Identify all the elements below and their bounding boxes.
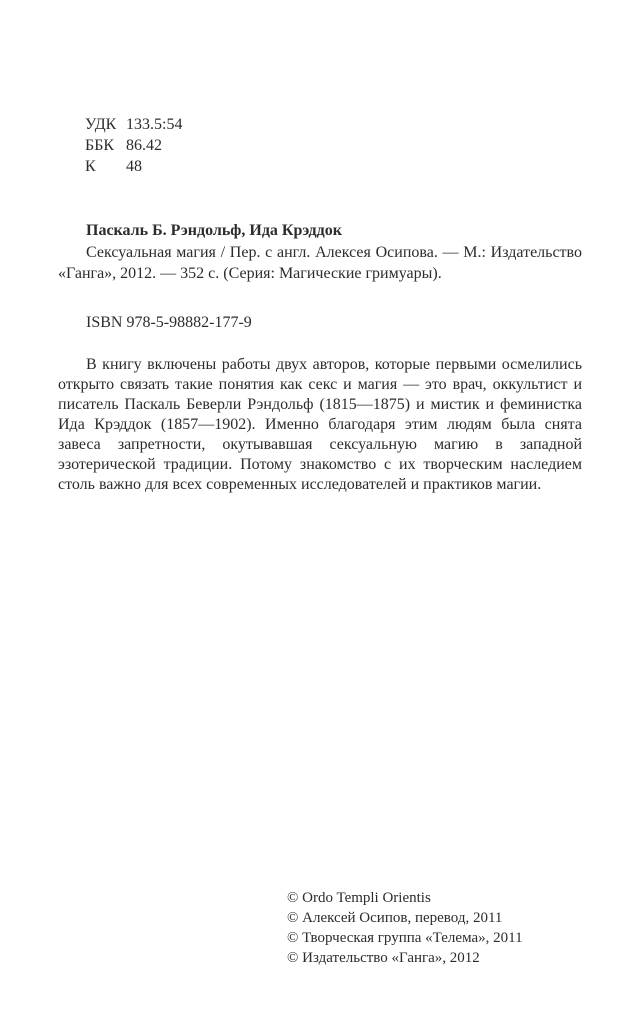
annotation-paragraph: В книгу включены работы двух авторов, которые первыми осмелились открыто связать такие понятия как секс и магия — это врач, оккультист и писатель Паскаль Беверли Рэндольф (1815—1875) и мистик и феминистка Ида Крэддок (1857—1902). Именно благодаря этим людям была снята завеса запретности, окутывавшая сексуальную магию в западной эзотерической традиции. Потому знакомство с их творческим наследием столь важно для всех современных исследователей и практиков магии. <box>58 356 582 493</box>
udk-row <box>85 114 182 135</box>
bbk-value: 86.42 <box>126 137 162 154</box>
bbk-row <box>85 135 182 156</box>
copyright-line-group: © Творческая группа «Телема», 2011 <box>287 930 523 946</box>
bibliographic-codes <box>85 114 182 177</box>
authors-line: Паскаль Б. Рэндольф, Ида Крэддок <box>86 222 342 239</box>
udk-label: УДК <box>85 116 117 133</box>
bibliographic-description: Сексуальная магия / Пер. с англ. Алексея Осипова. — М.: Издательство «Ганга», 2012. — 352 с. (Серия: Магические гримуары). <box>58 243 582 282</box>
bbk-label: ББК <box>85 137 115 154</box>
copyright-line-translator: © Алексей Осипов, перевод, 2011 <box>287 910 503 926</box>
author-sign-label: К <box>85 158 96 175</box>
author-sign-value: 48 <box>126 158 142 175</box>
copyright-line-publisher: © Издательство «Ганга», 2012 <box>287 950 480 966</box>
author-sign-row <box>85 156 182 177</box>
copyright-block <box>287 888 523 968</box>
copyright-line-oto: © Ordo Templi Orientis <box>287 890 431 906</box>
udk-value: 133.5:54 <box>126 116 183 133</box>
isbn-line: ISBN 978-5-98882-177-9 <box>86 314 252 331</box>
imprint-block <box>58 220 582 285</box>
